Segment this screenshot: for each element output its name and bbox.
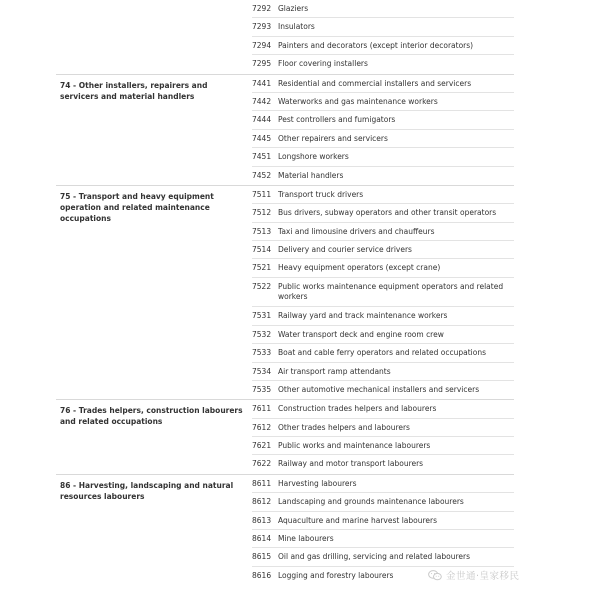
table-row bbox=[252, 326, 514, 344]
noc-code: 7512 bbox=[252, 208, 272, 218]
table-row bbox=[252, 344, 514, 362]
occupation-title: Railway yard and track maintenance workers bbox=[278, 311, 448, 321]
occupation-title: Other automotive mechanical installers and servicers bbox=[278, 384, 480, 394]
group-rows bbox=[252, 0, 514, 74]
noc-code: 8614 bbox=[252, 534, 272, 544]
occupation-title: Material handlers bbox=[278, 170, 344, 180]
watermark-text: 金世通·皇家移民 bbox=[446, 571, 520, 582]
noc-code: 7293 bbox=[252, 22, 272, 32]
table-row bbox=[252, 37, 514, 55]
noc-code: 7535 bbox=[252, 384, 272, 394]
occupation-title: Public works maintenance equipment operators and related workers bbox=[278, 281, 504, 301]
noc-code: 7511 bbox=[252, 189, 272, 199]
occupation-title: Painters and decorators (except interior decorators) bbox=[278, 40, 474, 50]
table-row bbox=[252, 130, 514, 148]
noc-code: 7514 bbox=[252, 245, 272, 255]
occupation-title: Taxi and limousine drivers and chauffeurs bbox=[278, 226, 435, 236]
occupation-title: Logging and forestry labourers bbox=[278, 570, 394, 580]
noc-code: 8615 bbox=[252, 552, 272, 562]
occupation-title: Bus drivers, subway operators and other transit operators bbox=[278, 208, 497, 218]
group-title bbox=[56, 0, 252, 74]
occupation-title: Mine labourers bbox=[278, 534, 334, 544]
noc-code: 7621 bbox=[252, 441, 272, 451]
noc-code: 7451 bbox=[252, 152, 272, 162]
occupation-title: Landscaping and grounds maintenance labourers bbox=[278, 497, 464, 507]
noc-table bbox=[56, 0, 514, 585]
noc-code: 7295 bbox=[252, 59, 272, 69]
noc-code: 7531 bbox=[252, 311, 272, 321]
table-row bbox=[252, 278, 514, 308]
group-75 bbox=[56, 186, 514, 400]
table-row bbox=[252, 548, 514, 566]
table-row bbox=[252, 0, 514, 18]
noc-code: 7441 bbox=[252, 78, 272, 88]
group-title: 76 - Trades helpers, construction labourers and related occupations bbox=[60, 406, 243, 427]
occupation-title: Harvesting labourers bbox=[278, 478, 357, 488]
table-row bbox=[252, 455, 514, 473]
noc-code: 7513 bbox=[252, 226, 272, 236]
occupation-title: Floor covering installers bbox=[278, 59, 368, 69]
table-row bbox=[252, 381, 514, 399]
occupation-title: Aquaculture and marine harvest labourers bbox=[278, 515, 438, 525]
noc-code: 7442 bbox=[252, 96, 272, 106]
noc-code: 8611 bbox=[252, 478, 272, 488]
table-row bbox=[252, 363, 514, 381]
noc-code: 7622 bbox=[252, 459, 272, 469]
occupation-title: Water transport deck and engine room crew bbox=[278, 329, 444, 339]
watermark bbox=[428, 568, 520, 582]
noc-code: 7534 bbox=[252, 366, 272, 376]
noc-code: 7521 bbox=[252, 263, 272, 273]
table-row bbox=[252, 307, 514, 325]
noc-code: 7292 bbox=[252, 4, 272, 13]
noc-code: 7612 bbox=[252, 422, 272, 432]
table-row bbox=[252, 75, 514, 93]
table-row bbox=[252, 493, 514, 511]
noc-code: 7522 bbox=[252, 281, 272, 291]
occupation-title: Residential and commercial installers and servicers bbox=[278, 78, 472, 88]
table-row bbox=[252, 18, 514, 36]
table-row bbox=[252, 530, 514, 548]
table-row bbox=[252, 475, 514, 493]
occupation-title: Railway and motor transport labourers bbox=[278, 459, 424, 469]
group-72-continued bbox=[56, 0, 514, 75]
group-title: 86 - Harvesting, landscaping and natural resources labourers bbox=[60, 480, 234, 501]
occupation-title: Air transport ramp attendants bbox=[278, 366, 391, 376]
noc-code: 7611 bbox=[252, 404, 272, 414]
noc-code: 8612 bbox=[252, 497, 272, 507]
occupation-title: Delivery and courier service drivers bbox=[278, 245, 412, 255]
table-row bbox=[252, 148, 514, 166]
table-row bbox=[252, 167, 514, 185]
occupation-title: Insulators bbox=[278, 22, 315, 32]
table-row bbox=[252, 437, 514, 455]
table-row bbox=[252, 223, 514, 241]
occupation-title: Pest controllers and fumigators bbox=[278, 115, 396, 125]
occupation-title: Public works and maintenance labourers bbox=[278, 441, 431, 451]
occupation-title: Transport truck drivers bbox=[278, 189, 364, 199]
noc-code: 7533 bbox=[252, 348, 272, 358]
table-row bbox=[252, 55, 514, 73]
occupation-title: Waterworks and gas maintenance workers bbox=[278, 96, 438, 106]
occupation-title: Heavy equipment operators (except crane) bbox=[278, 263, 441, 273]
table-row bbox=[252, 241, 514, 259]
table-row bbox=[252, 259, 514, 277]
occupation-title: Other trades helpers and labourers bbox=[278, 422, 410, 432]
noc-code: 7532 bbox=[252, 329, 272, 339]
noc-code: 7294 bbox=[252, 40, 272, 50]
group-74 bbox=[56, 75, 514, 186]
table-row bbox=[252, 111, 514, 129]
group-title: 74 - Other installers, repairers and servicers and material handlers bbox=[60, 80, 208, 101]
group-rows bbox=[252, 400, 514, 474]
table-row bbox=[252, 512, 514, 530]
occupation-title: Boat and cable ferry operators and related occupations bbox=[278, 348, 486, 358]
group-rows bbox=[252, 186, 514, 399]
occupation-title: Other repairers and servicers bbox=[278, 133, 388, 143]
table-row bbox=[252, 186, 514, 204]
group-76 bbox=[56, 400, 514, 475]
noc-code: 7444 bbox=[252, 115, 272, 125]
noc-code: 7445 bbox=[252, 133, 272, 143]
noc-code: 8616 bbox=[252, 570, 272, 580]
table-row bbox=[252, 204, 514, 222]
group-rows bbox=[252, 75, 514, 185]
occupation-title: Oil and gas drilling, servicing and related labourers bbox=[278, 552, 471, 562]
occupation-title: Glaziers bbox=[278, 4, 309, 13]
occupation-title: Longshore workers bbox=[278, 152, 349, 162]
noc-code: 7452 bbox=[252, 170, 272, 180]
occupation-title: Construction trades helpers and labourers bbox=[278, 404, 437, 414]
group-title: 75 - Transport and heavy equipment operation and related maintenance occupations bbox=[60, 191, 214, 223]
noc-code: 8613 bbox=[252, 515, 272, 525]
table-row bbox=[252, 419, 514, 437]
table-row bbox=[252, 400, 514, 418]
wechat-icon bbox=[428, 570, 442, 581]
table-row bbox=[252, 93, 514, 111]
